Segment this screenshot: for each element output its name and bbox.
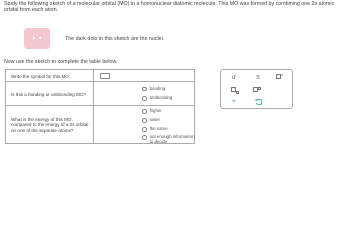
radio-option-the-same[interactable] — [142, 127, 195, 132]
nucleus-dot — [39, 37, 41, 39]
radio-label: higher — [149, 108, 162, 113]
radio-label: bonding — [149, 85, 166, 91]
superscript-box-icon — [258, 87, 261, 90]
star-glyph: * — [281, 74, 283, 80]
radio-option-bonding[interactable] — [142, 87, 195, 92]
radio-button[interactable] — [142, 96, 147, 101]
dot-note: The dark dots in this sketch are the nuclei. — [65, 36, 165, 42]
radio-option-lower[interactable] — [142, 118, 195, 123]
radio-button[interactable] — [142, 135, 147, 140]
pi-button[interactable]: π — [256, 75, 261, 81]
question-table — [5, 69, 195, 144]
row-label: Write the symbol for this MO. — [11, 73, 71, 79]
undo-icon[interactable] — [255, 98, 262, 107]
table-row — [6, 106, 194, 145]
sigma-button[interactable]: σ — [232, 75, 236, 81]
radio-label: antibonding — [149, 95, 173, 100]
superscript-star-button[interactable] — [276, 74, 283, 81]
clear-button[interactable]: × — [232, 99, 236, 105]
radio-label: not enough information to decide — [149, 134, 195, 144]
row-label: What is the energy of this MO, compared to the energy of a 2s orbital on one of the separate atoms? — [11, 117, 89, 133]
radio-option-higher[interactable] — [142, 109, 195, 114]
radio-button[interactable] — [142, 87, 147, 92]
table-instruction: Now use the sketch to complete the table below. — [4, 59, 118, 65]
row-label: Is this a bonding or antibonding MO? — [11, 91, 87, 97]
superscript-button[interactable] — [253, 87, 261, 94]
mo-sketch — [24, 28, 50, 49]
radio-button[interactable] — [142, 127, 147, 132]
box-placeholder-icon — [276, 74, 281, 79]
intro-text: Study the following sketch of a molecular orbital (MO) in a homonuclear diatomic molecule. This MO was formed by combining one 2s atomic orbital from each atom. — [4, 1, 335, 14]
radio-option-antibonding[interactable] — [142, 96, 195, 101]
symbol-toolbox — [220, 69, 293, 109]
radio-label: lower — [149, 117, 161, 122]
mo-symbol-input[interactable] — [100, 73, 110, 79]
subscript-button[interactable] — [231, 87, 239, 94]
radio-label: the same — [149, 126, 168, 131]
table-row — [6, 82, 194, 106]
table-row — [6, 70, 194, 82]
radio-button[interactable] — [142, 109, 147, 114]
undo-arrow-icon — [255, 98, 262, 105]
subscript-box-icon — [236, 91, 239, 94]
nucleus-dot — [33, 37, 35, 39]
radio-option-not-enough-info[interactable] — [142, 135, 195, 145]
radio-button[interactable] — [142, 118, 147, 123]
